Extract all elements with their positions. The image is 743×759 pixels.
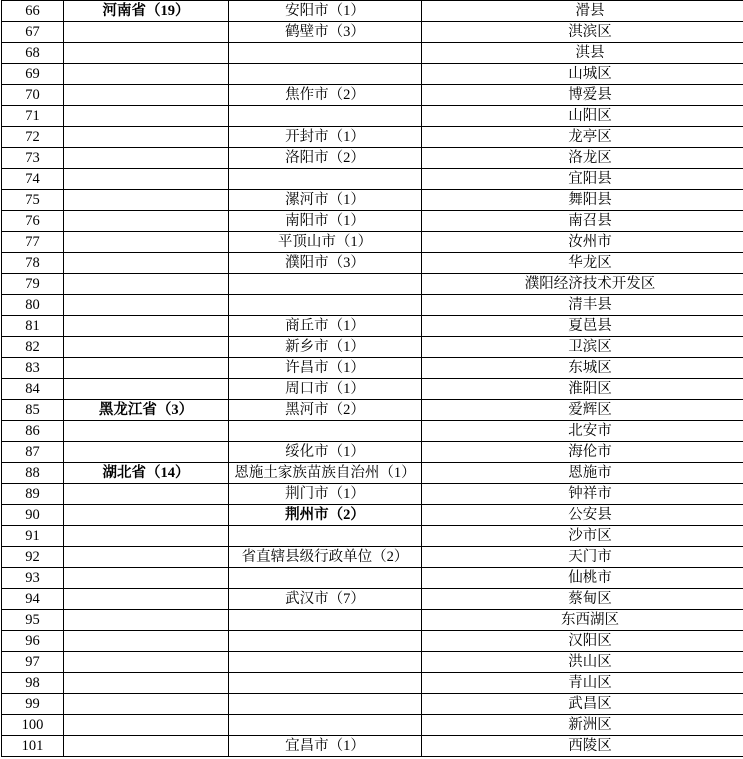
cell-province <box>64 484 229 505</box>
cell-province: 黑龙江省（3） <box>64 400 229 421</box>
table-row <box>2 43 743 64</box>
cell-province: 湖北省（14） <box>64 463 229 484</box>
cell-serial-number: 76 <box>2 211 64 232</box>
table-row <box>2 148 743 169</box>
cell-city: 洛阳市（2） <box>229 148 422 169</box>
cell-serial-number: 81 <box>2 316 64 337</box>
cell-city: 漯河市（1） <box>229 190 422 211</box>
table-row <box>2 526 743 547</box>
cell-serial-number: 95 <box>2 610 64 631</box>
table-row <box>2 232 743 253</box>
cell-province <box>64 526 229 547</box>
cell-serial-number: 87 <box>2 442 64 463</box>
table-row <box>2 421 743 442</box>
table-row <box>2 316 743 337</box>
cell-serial-number: 96 <box>2 631 64 652</box>
cell-district: 华龙区 <box>422 253 743 274</box>
cell-district: 沙市区 <box>422 526 743 547</box>
table-row <box>2 463 743 484</box>
cell-province <box>64 421 229 442</box>
cell-district: 南召县 <box>422 211 743 232</box>
cell-district: 海伦市 <box>422 442 743 463</box>
table-row <box>2 211 743 232</box>
cell-district: 东城区 <box>422 358 743 379</box>
cell-district: 青山区 <box>422 673 743 694</box>
cell-province <box>64 694 229 715</box>
cell-district: 龙亭区 <box>422 127 743 148</box>
cell-province <box>64 64 229 85</box>
cell-city: 焦作市（2） <box>229 85 422 106</box>
table-row <box>2 568 743 589</box>
cell-district: 卫滨区 <box>422 337 743 358</box>
cell-province <box>64 442 229 463</box>
cell-district: 仙桃市 <box>422 568 743 589</box>
cell-district: 淮阳区 <box>422 379 743 400</box>
cell-district: 舞阳县 <box>422 190 743 211</box>
cell-city: 濮阳市（3） <box>229 253 422 274</box>
cell-province <box>64 337 229 358</box>
cell-city: 荆州市（2） <box>229 505 422 526</box>
cell-province <box>64 568 229 589</box>
cell-district: 蔡甸区 <box>422 589 743 610</box>
cell-district: 夏邑县 <box>422 316 743 337</box>
cell-serial-number: 79 <box>2 274 64 295</box>
cell-district: 汉阳区 <box>422 631 743 652</box>
cell-serial-number: 100 <box>2 715 64 736</box>
cell-city: 商丘市（1） <box>229 316 422 337</box>
cell-serial-number: 80 <box>2 295 64 316</box>
cell-province <box>64 43 229 64</box>
cell-serial-number: 78 <box>2 253 64 274</box>
cell-city: 新乡市（1） <box>229 337 422 358</box>
cell-serial-number: 75 <box>2 190 64 211</box>
cell-city: 安阳市（1） <box>229 1 422 22</box>
cell-city: 宜昌市（1） <box>229 736 422 757</box>
cell-serial-number: 70 <box>2 85 64 106</box>
cell-city <box>229 43 422 64</box>
table-row <box>2 694 743 715</box>
table-row <box>2 64 743 85</box>
cell-district: 北安市 <box>422 421 743 442</box>
table-row <box>2 22 743 43</box>
cell-province <box>64 232 229 253</box>
cell-city: 省直辖县级行政单位（2） <box>229 547 422 568</box>
cell-province <box>64 673 229 694</box>
cell-city <box>229 610 422 631</box>
cell-province <box>64 22 229 43</box>
cell-district: 西陵区 <box>422 736 743 757</box>
table-row <box>2 337 743 358</box>
cell-city: 黑河市（2） <box>229 400 422 421</box>
cell-province <box>64 715 229 736</box>
table-row <box>2 400 743 421</box>
cell-serial-number: 99 <box>2 694 64 715</box>
cell-serial-number: 91 <box>2 526 64 547</box>
cell-province <box>64 589 229 610</box>
cell-city: 许昌市（1） <box>229 358 422 379</box>
table-row <box>2 1 743 22</box>
cell-city: 周口市（1） <box>229 379 422 400</box>
table-row <box>2 253 743 274</box>
cell-city <box>229 715 422 736</box>
table-row <box>2 610 743 631</box>
cell-city <box>229 568 422 589</box>
cell-district: 洪山区 <box>422 652 743 673</box>
cell-district: 东西湖区 <box>422 610 743 631</box>
cell-serial-number: 93 <box>2 568 64 589</box>
cell-serial-number: 101 <box>2 736 64 757</box>
cell-city <box>229 295 422 316</box>
cell-province <box>64 295 229 316</box>
table-row <box>2 106 743 127</box>
cell-district: 宜阳县 <box>422 169 743 190</box>
cell-district: 钟祥市 <box>422 484 743 505</box>
cell-city <box>229 169 422 190</box>
table-row <box>2 169 743 190</box>
cell-serial-number: 89 <box>2 484 64 505</box>
cell-serial-number: 74 <box>2 169 64 190</box>
table-row <box>2 484 743 505</box>
cell-serial-number: 71 <box>2 106 64 127</box>
table-row <box>2 190 743 211</box>
table-row <box>2 547 743 568</box>
cell-serial-number: 82 <box>2 337 64 358</box>
table-row <box>2 85 743 106</box>
cell-city <box>229 421 422 442</box>
cell-province <box>64 106 229 127</box>
cell-serial-number: 94 <box>2 589 64 610</box>
table-row <box>2 442 743 463</box>
table-row <box>2 715 743 736</box>
table-row <box>2 505 743 526</box>
cell-province <box>64 631 229 652</box>
table-row <box>2 127 743 148</box>
cell-province <box>64 148 229 169</box>
cell-city: 武汉市（7） <box>229 589 422 610</box>
cell-city: 鹤壁市（3） <box>229 22 422 43</box>
cell-district: 洛龙区 <box>422 148 743 169</box>
cell-district: 山阳区 <box>422 106 743 127</box>
cell-serial-number: 86 <box>2 421 64 442</box>
cell-province <box>64 274 229 295</box>
table-row <box>2 358 743 379</box>
cell-province <box>64 736 229 757</box>
cell-serial-number: 72 <box>2 127 64 148</box>
cell-city <box>229 64 422 85</box>
cell-city <box>229 106 422 127</box>
cell-serial-number: 85 <box>2 400 64 421</box>
cell-district: 山城区 <box>422 64 743 85</box>
cell-province <box>64 85 229 106</box>
cell-district: 濮阳经济技术开发区 <box>422 274 743 295</box>
cell-city <box>229 652 422 673</box>
cell-serial-number: 69 <box>2 64 64 85</box>
cell-district: 爱辉区 <box>422 400 743 421</box>
cell-city <box>229 694 422 715</box>
cell-province <box>64 169 229 190</box>
table-row <box>2 673 743 694</box>
cell-district: 淇县 <box>422 43 743 64</box>
cell-province: 河南省（19） <box>64 1 229 22</box>
table-row <box>2 652 743 673</box>
cell-district: 清丰县 <box>422 295 743 316</box>
cell-serial-number: 73 <box>2 148 64 169</box>
cell-district: 滑县 <box>422 1 743 22</box>
cell-serial-number: 83 <box>2 358 64 379</box>
cell-serial-number: 92 <box>2 547 64 568</box>
cell-city: 荆门市（1） <box>229 484 422 505</box>
cell-serial-number: 84 <box>2 379 64 400</box>
cell-city: 开封市（1） <box>229 127 422 148</box>
cell-serial-number: 90 <box>2 505 64 526</box>
cell-province <box>64 610 229 631</box>
cell-city: 平顶山市（1） <box>229 232 422 253</box>
cell-province <box>64 127 229 148</box>
cell-city <box>229 673 422 694</box>
cell-city: 绥化市（1） <box>229 442 422 463</box>
cell-district: 天门市 <box>422 547 743 568</box>
cell-district: 汝州市 <box>422 232 743 253</box>
cell-serial-number: 68 <box>2 43 64 64</box>
cell-serial-number: 66 <box>2 1 64 22</box>
cell-district: 公安县 <box>422 505 743 526</box>
cell-serial-number: 97 <box>2 652 64 673</box>
cell-province <box>64 211 229 232</box>
cell-province <box>64 547 229 568</box>
cell-province <box>64 253 229 274</box>
cell-city: 恩施土家族苗族自治州（1） <box>229 463 422 484</box>
cell-city <box>229 631 422 652</box>
table-row <box>2 589 743 610</box>
cell-province <box>64 505 229 526</box>
cell-province <box>64 652 229 673</box>
region-table <box>1 0 743 757</box>
table-row <box>2 736 743 757</box>
cell-district: 淇滨区 <box>422 22 743 43</box>
table-row <box>2 295 743 316</box>
cell-province <box>64 190 229 211</box>
table-body <box>2 1 743 757</box>
table-row <box>2 631 743 652</box>
cell-district: 博爱县 <box>422 85 743 106</box>
table-row <box>2 379 743 400</box>
cell-serial-number: 98 <box>2 673 64 694</box>
cell-district: 新洲区 <box>422 715 743 736</box>
cell-district: 恩施市 <box>422 463 743 484</box>
table-row <box>2 274 743 295</box>
cell-serial-number: 67 <box>2 22 64 43</box>
cell-province <box>64 379 229 400</box>
cell-city <box>229 274 422 295</box>
cell-city <box>229 526 422 547</box>
cell-province <box>64 316 229 337</box>
cell-city: 南阳市（1） <box>229 211 422 232</box>
cell-district: 武昌区 <box>422 694 743 715</box>
cell-serial-number: 88 <box>2 463 64 484</box>
cell-serial-number: 77 <box>2 232 64 253</box>
cell-province <box>64 358 229 379</box>
